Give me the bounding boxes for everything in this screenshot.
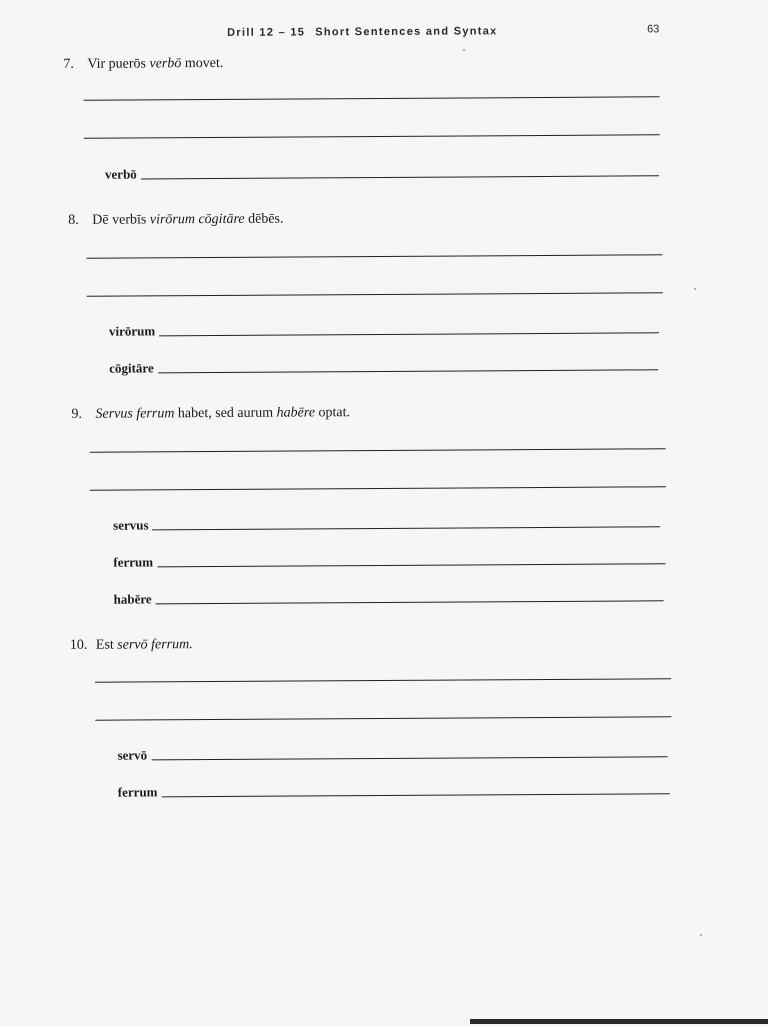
term-row[interactable]	[118, 744, 668, 763]
term-label: ferrum	[113, 554, 154, 570]
term-row[interactable]	[113, 551, 665, 570]
term-label: verbō	[104, 166, 137, 182]
term-answer-line[interactable]	[157, 563, 665, 567]
answer-line[interactable]	[95, 716, 671, 721]
term-label: servus	[113, 517, 149, 533]
term-answer-line[interactable]	[153, 526, 661, 530]
term-answer-line[interactable]	[151, 756, 667, 760]
drill-range: Drill 12 – 15	[227, 26, 306, 39]
question-10: 10. Est servō ferrum.	[69, 637, 193, 653]
answer-line[interactable]	[84, 134, 660, 139]
term-answer-line[interactable]	[158, 369, 658, 373]
question-8: 8. Dē verbīs virōrum cōgitāre dēbēs.	[68, 211, 284, 228]
question-number: 8.	[68, 212, 79, 228]
term-label: habēre	[113, 591, 152, 607]
term-answer-line[interactable]	[156, 600, 664, 604]
term-row[interactable]	[109, 320, 659, 339]
term-answer-line[interactable]	[141, 175, 659, 179]
answer-line[interactable]	[95, 678, 671, 683]
answer-line[interactable]	[87, 254, 663, 259]
term-label: cōgitāre	[109, 360, 154, 376]
scan-speck	[694, 288, 696, 290]
term-label: virōrum	[108, 323, 156, 339]
page-number: 63	[647, 23, 660, 36]
question-9: 9. Servus ferrum habet, sed aurum habēre optat.	[71, 405, 351, 422]
question-number: 10.	[69, 637, 88, 653]
running-header	[227, 25, 527, 39]
term-row[interactable]	[114, 588, 664, 607]
term-row[interactable]	[113, 514, 660, 533]
term-label: ferrum	[117, 784, 158, 800]
answer-line[interactable]	[90, 448, 666, 453]
question-number: 9.	[71, 406, 83, 422]
term-row[interactable]	[105, 163, 659, 182]
chapter-title: Short Sentences and Syntax	[315, 25, 498, 39]
answer-line[interactable]	[90, 486, 666, 491]
answer-line[interactable]	[87, 292, 663, 297]
scan-speck	[700, 934, 702, 936]
scan-speck	[463, 49, 465, 51]
term-label: servō	[117, 747, 148, 763]
answer-line[interactable]	[84, 96, 660, 101]
term-row[interactable]	[109, 357, 658, 376]
scan-edge-shadow	[470, 1019, 768, 1024]
question-number: 7.	[63, 56, 74, 72]
term-answer-line[interactable]	[159, 332, 659, 336]
question-7: 7. Vir puerōs verbō movet.	[63, 55, 224, 72]
term-row[interactable]	[118, 781, 670, 800]
term-answer-line[interactable]	[162, 793, 670, 797]
